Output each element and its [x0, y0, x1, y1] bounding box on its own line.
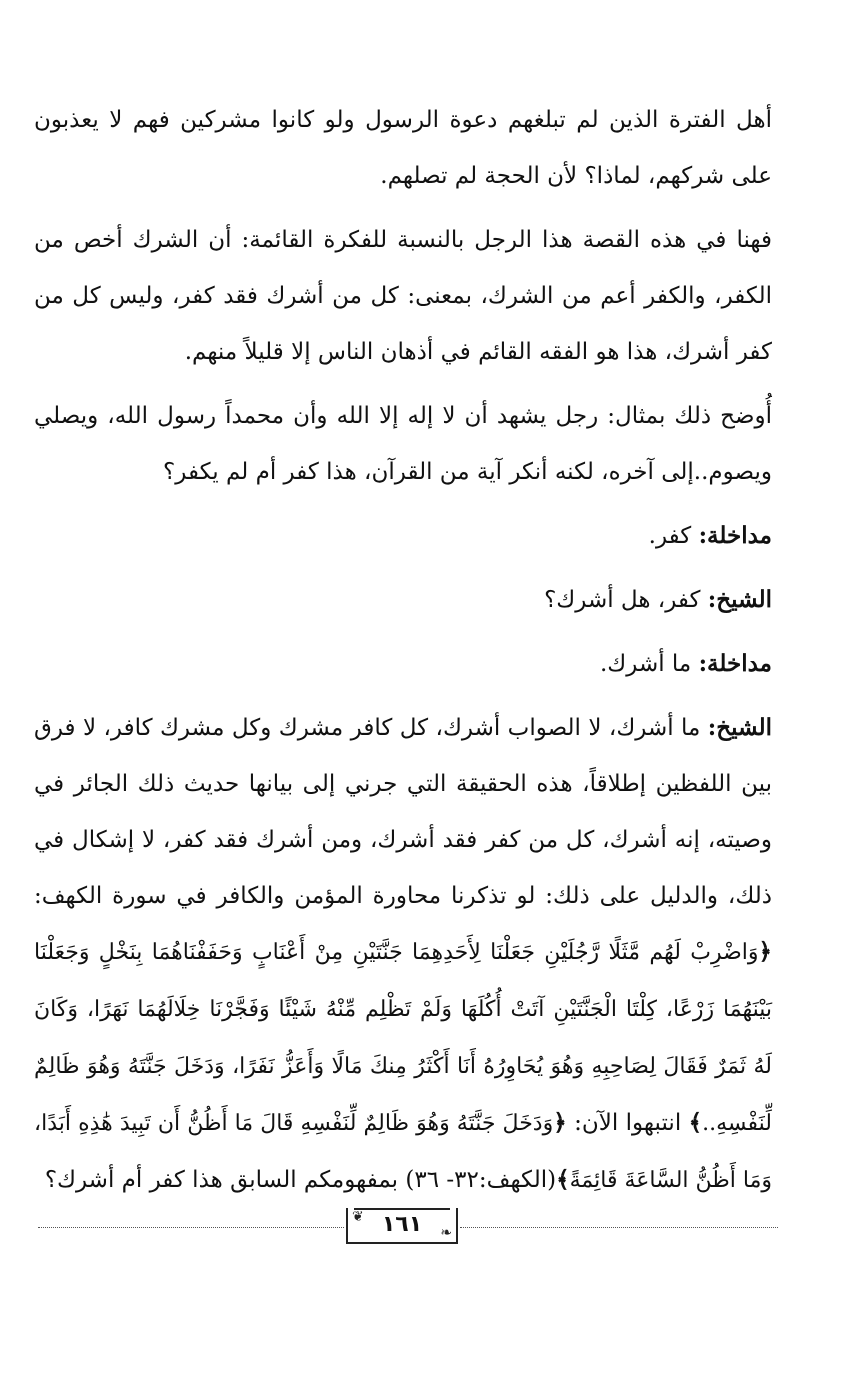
footer-divider-right: [460, 1227, 778, 1228]
dialogue-text: انتبهوا الآن:: [566, 1110, 689, 1136]
ornament-icon: ❧: [440, 1225, 452, 1241]
dialogue-text: ما أشرك.: [599, 651, 699, 677]
dialogue-text: بمفهومكم السابق هذا كفر أم أشرك؟: [44, 1167, 406, 1193]
paragraph-3: أُوضح ذلك بمثال: رجل يشهد أن لا إله إلا الله وأن محمداً رسول الله، ويصلي ويصوم..إلى آخره، لكنه أنكر آية من القرآن، هذا كفر أم لم يكفر؟: [34, 403, 772, 485]
page-footer: [38, 1208, 778, 1248]
dialogue-line-3: [34, 636, 772, 692]
ornament-icon: ❦: [352, 1209, 364, 1225]
dialogue-line-1: [34, 508, 772, 564]
quran-verse: وَاضْرِبْ لَهُم مَّثَلًا رَّجُلَيْنِ جَعَلْنَا لِأَحَدِهِمَا جَنَّتَيْنِ مِنْ أَعْنَابٍ وَحَفَفْنَاهُمَا بِنَخْلٍ وَجَعَلْنَا بَيْنَهُمَا زَرْعًا، كِلْتَا الْجَنَّتَيْنِ آتَتْ أُكُلَهَا وَلَمْ تَظْلِم مِّنْهُ شَيْئًا وَفَجَّرْنَا خِلَالَهُمَا نَهَرًا، وَكَانَ لَهُ ثَمَرٌ فَقَالَ لِصَاحِبِهِ وَهُوَ يُحَاوِرُهُ أَنَا أَكْثَرُ مِنكَ مَالًا وَأَعَزُّ نَفَرًا، وَدَخَلَ جَنَّتَهُ وَهُوَ ظَالِمٌ لِّنَفْسِهِ..: [34, 940, 772, 1136]
paragraph-1: أهل الفترة الذين لم تبلغهم دعوة الرسول ولو كانوا مشركين فهم لا يعذبون على شركهم، لماذا؟ لأن الحجة لم تصلهم.: [34, 107, 772, 189]
dialogue-text: كفر، هل أشرك؟: [544, 587, 708, 613]
page-body: [34, 92, 772, 1209]
footer-divider-left: [38, 1227, 344, 1228]
dialogue-line-4: [34, 700, 772, 1209]
verse-reference: (الكهف:٣٢- ٣٦): [405, 1167, 557, 1193]
quran-close-bracket: ﴾: [556, 1166, 570, 1193]
page-number: ١٦١: [381, 1212, 423, 1237]
quran-verse: وَدَخَلَ جَنَّتَهُ وَهُوَ ظَالِمٌ لِّنَفْسِهِ قَالَ مَا أَظُنُّ أَن تَبِيدَ هَٰذِهِ أَبَدًا، وَمَا أَظُنُّ السَّاعَةَ قَائِمَةً: [34, 1111, 772, 1193]
dialogue-text: ما أشرك، لا الصواب أشرك، كل كافر مشرك وكل مشرك كافر، لا فرق بين اللفظين إطلاقاً، هذه الحقيقة التي جرني إلى بيانها حديث ذلك الجائر في وصيته، إنه أشرك، كل من كفر فقد أشرك، ومن أشرك فقد كفر، لا إشكال في ذلك، والدليل على ذلك: لو تذكرنا محاورة المؤمن والكافر في سورة الكهف:: [34, 715, 772, 909]
quran-open-bracket: ﴿: [553, 1109, 567, 1136]
quran-open-bracket: ﴿: [758, 938, 772, 965]
paragraph-2: فهنا في هذه القصة هذا الرجل بالنسبة للفكرة القائمة: أن الشرك أخص من الكفر، والكفر أعم من الشرك، بمعنى: كل من أشرك فقد كفر، وليس كل من كفر أشرك، هذا هو الفقه القائم في أذهان الناس إلا قليلاً منهم.: [34, 227, 772, 365]
speaker-label: الشيخ:: [707, 586, 772, 613]
dialogue-line-2: [34, 572, 772, 628]
dialogue-text: كفر.: [648, 523, 699, 549]
speaker-label: مداخلة:: [698, 522, 772, 549]
quran-close-bracket: ﴾: [688, 1109, 703, 1136]
page-number-frame: [346, 1208, 458, 1244]
speaker-label: مداخلة:: [698, 650, 772, 677]
speaker-label: الشيخ:: [707, 714, 772, 741]
